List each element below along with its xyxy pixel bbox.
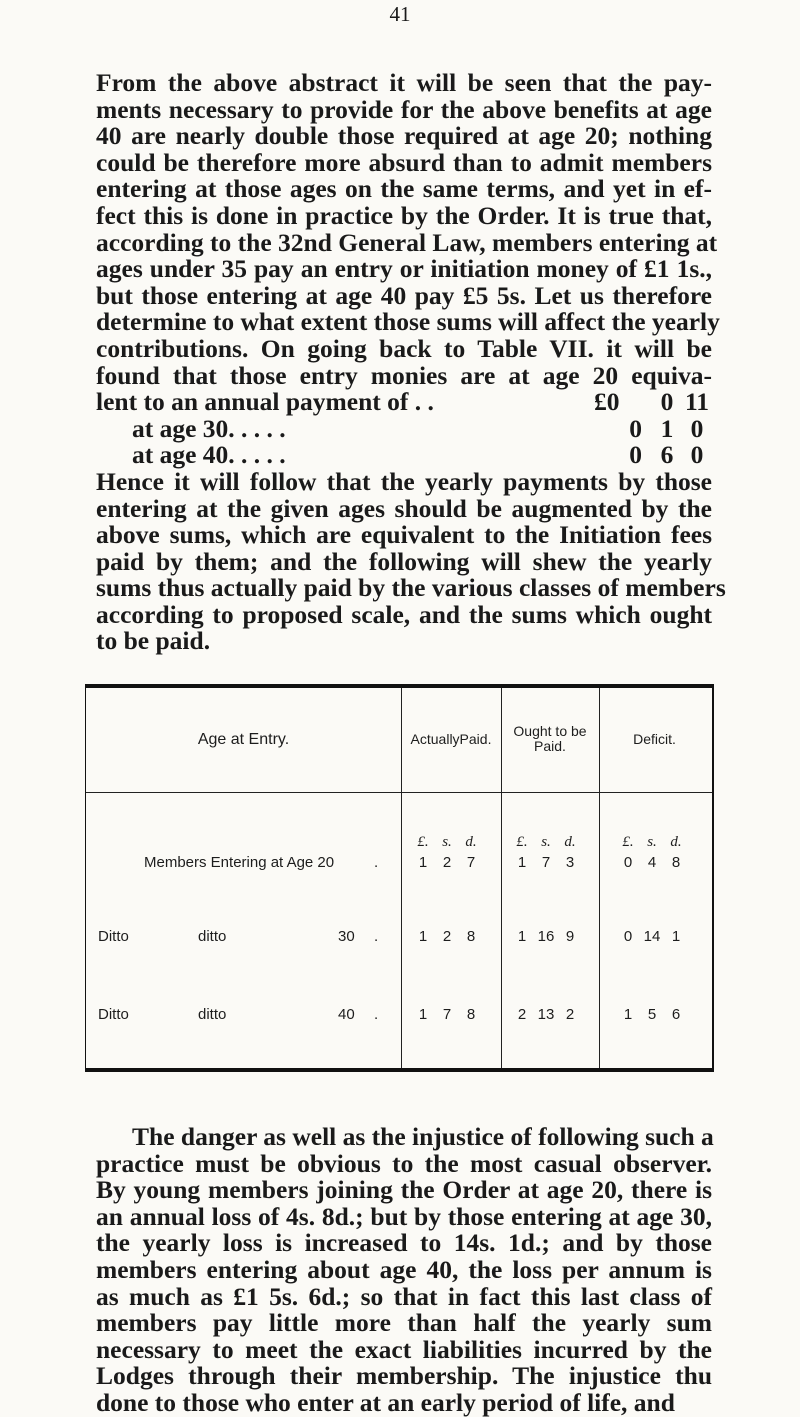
header-ought-to-be-paid: Ought to be Paid. bbox=[513, 723, 587, 754]
text-line: found that those entry monies are at age 20 equiva- bbox=[96, 360, 712, 390]
page-number: 41 bbox=[389, 2, 411, 26]
equivalent-line: at age 40. . . . . 0 6 0 bbox=[132, 440, 704, 470]
text-line: done to those who enter at an early period of life, and bbox=[96, 1387, 675, 1417]
header-age-at-entry: Age at Entry. bbox=[197, 731, 290, 748]
text-line: contributions. On going back to Table VII. it will be bbox=[96, 333, 712, 363]
header-actually-paid: ActuallyPaid. bbox=[410, 731, 492, 747]
text-line: sums thus actually paid by the various classes of members bbox=[96, 573, 726, 603]
currency-units: £. s. d. bbox=[516, 834, 576, 850]
text-line: entering at the given ages should be augmented by the bbox=[96, 493, 712, 523]
text-line: By young members joining the Order at age 20, there is bbox=[96, 1175, 712, 1205]
text-line: 40 are nearly double those required at age 20; nothing bbox=[96, 121, 712, 151]
currency-units: £. s. d. bbox=[417, 834, 477, 850]
contributions-table: Age at Entry. ActuallyPaid. Ought to be Paid. Deficit. £. s. d. £. s. d. £. s. d. Members Entering at Age 20 . 1 2 7 1 7 3 0 4 8 Ditto ditto 30 . 1 2 8 1 16 9 0 14 1 Ditto ditto 40 . 1 7 8 2 13 2 1 5 6 bbox=[85, 684, 714, 1072]
text-line: determine to what extent those sums will affect the yearly bbox=[96, 307, 720, 337]
text-line: an annual loss of 4s. 8d.; but by those entering at age 30, bbox=[96, 1201, 712, 1231]
text-line: necessary to meet the exact liabilities incurred by the bbox=[96, 1334, 712, 1364]
currency-units: £. s. d. bbox=[622, 834, 682, 850]
text-line: entering at those ages on the same terms, and yet in ef- bbox=[96, 174, 712, 204]
text-line: The danger as well as the injustice of following such a bbox=[132, 1122, 714, 1151]
text-line: practice must be obvious to the most casual observer. bbox=[96, 1148, 712, 1178]
text-line: ages under 35 pay an entry or initiation money of £1 1s., bbox=[96, 254, 712, 284]
equivalent-line: at age 30. . . . . 0 1 0 bbox=[132, 413, 704, 443]
opening-paragraph bbox=[96, 68, 726, 656]
text-line: fect this is done in practice by the Order. It is true that, bbox=[96, 200, 712, 230]
text-line: Lodges through their membership. The injustice thu bbox=[96, 1361, 712, 1391]
text-line: as much as £1 5s. 6d.; so that in fact this last class of bbox=[96, 1281, 712, 1311]
text-line: members entering about age 40, the loss per annum is bbox=[96, 1254, 712, 1284]
text-line: could be therefore more absurd than to admit members bbox=[96, 147, 712, 177]
closing-paragraph bbox=[96, 1124, 712, 1417]
text-line: according to proposed scale, and the sums which ought bbox=[96, 599, 712, 629]
text-line: to be paid. bbox=[96, 626, 211, 656]
text-line: ments necessary to provide for the above benefits at age bbox=[96, 94, 712, 124]
text-line: but those entering at age 40 pay £5 5s. Let us therefore bbox=[96, 280, 712, 310]
text-line: paid by them; and the following will shew the yearly bbox=[96, 546, 712, 576]
text-line: the yearly loss is increased to 14s. 1d.; and by those bbox=[96, 1228, 712, 1258]
text-line: Hence it will follow that the yearly payments by those bbox=[96, 466, 712, 496]
text-line: according to the 32nd General Law, members entering at bbox=[96, 227, 718, 257]
text-line: above sums, which are equivalent to the Initiation fees bbox=[96, 520, 712, 550]
header-deficit: Deficit. bbox=[633, 731, 676, 747]
text-line: members pay little more than half the yearly sum bbox=[96, 1308, 712, 1338]
text-line: From the above abstract it will be seen that the pay- bbox=[96, 68, 712, 97]
header-rule bbox=[86, 792, 712, 793]
equivalent-line: lent to an annual payment of . . £0 0 11 bbox=[96, 387, 710, 417]
